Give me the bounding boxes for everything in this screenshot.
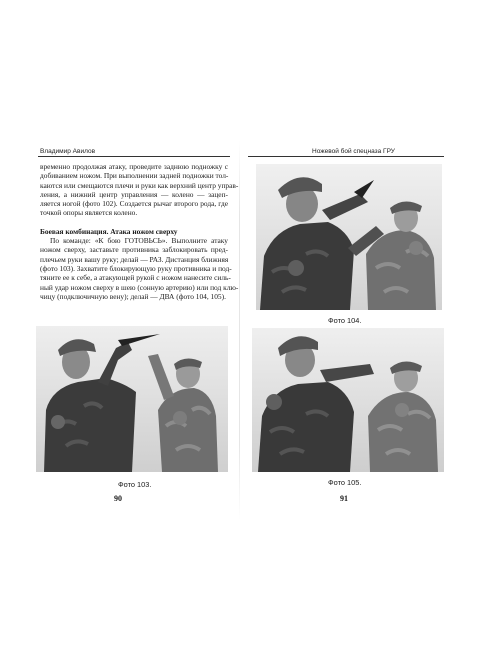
photo-105 [252,328,444,472]
text-line: плечьем руки вашу руку; делай — РАЗ. Дистанция ближняя [40,254,229,264]
paragraph-1 [40,162,239,218]
right-page [240,0,480,650]
paragraph-2 [40,236,239,301]
photo-104-caption: Фото 104. [328,316,362,325]
text-line: По команде: «К бою ГОТОВЬСЬ». Выполните атаку [50,236,228,246]
photo-103-caption: Фото 103. [118,480,152,489]
right-page-number: 91 [340,494,348,503]
text-line: каются или смещаются плечи и руки как верхний центр управ- [40,180,239,190]
left-body-text [40,162,239,301]
text-line: ляется ногой (фото 102). Создается рычаг второго рода, где [40,199,228,209]
left-header-rule [38,156,230,157]
text-line: ножом сверху, заставьте противника заблокировать пред- [40,245,228,255]
text-line: тяните ее к себе, а атакующей рукой с ножом нанесите силь- [40,273,231,283]
text-line: ный удар ножом сверху в шею (сонную артерию) или под клю- [40,282,239,292]
text-line: точкой опоры является колено. [40,208,138,218]
right-running-head: Ножевой бой спецназа ГРУ [312,148,395,155]
photo-105-caption: Фото 105. [328,478,362,487]
text-line: (фото 103). Захватите блокирующую руку противника и под- [40,263,232,273]
text-line: чицу (подключичную вену); делай — ДВА (фото 104, 105). [40,291,226,301]
section-subheading: Боевая комбинация. Атака ножом сверху [40,226,178,236]
photo-103 [36,326,228,472]
right-header-rule [248,156,444,157]
left-page-number: 90 [114,494,122,503]
text-line: добиванием ножом. При выполнении задней подножки тол- [40,171,229,181]
left-running-head: Владимир Авилов [40,148,96,155]
photo-104 [256,164,442,310]
text-line: временно продолжая атаку, проведите заднюю подножку с [40,162,228,171]
text-line: ления, а нижний центр управления — колено — зацеп- [40,189,228,199]
